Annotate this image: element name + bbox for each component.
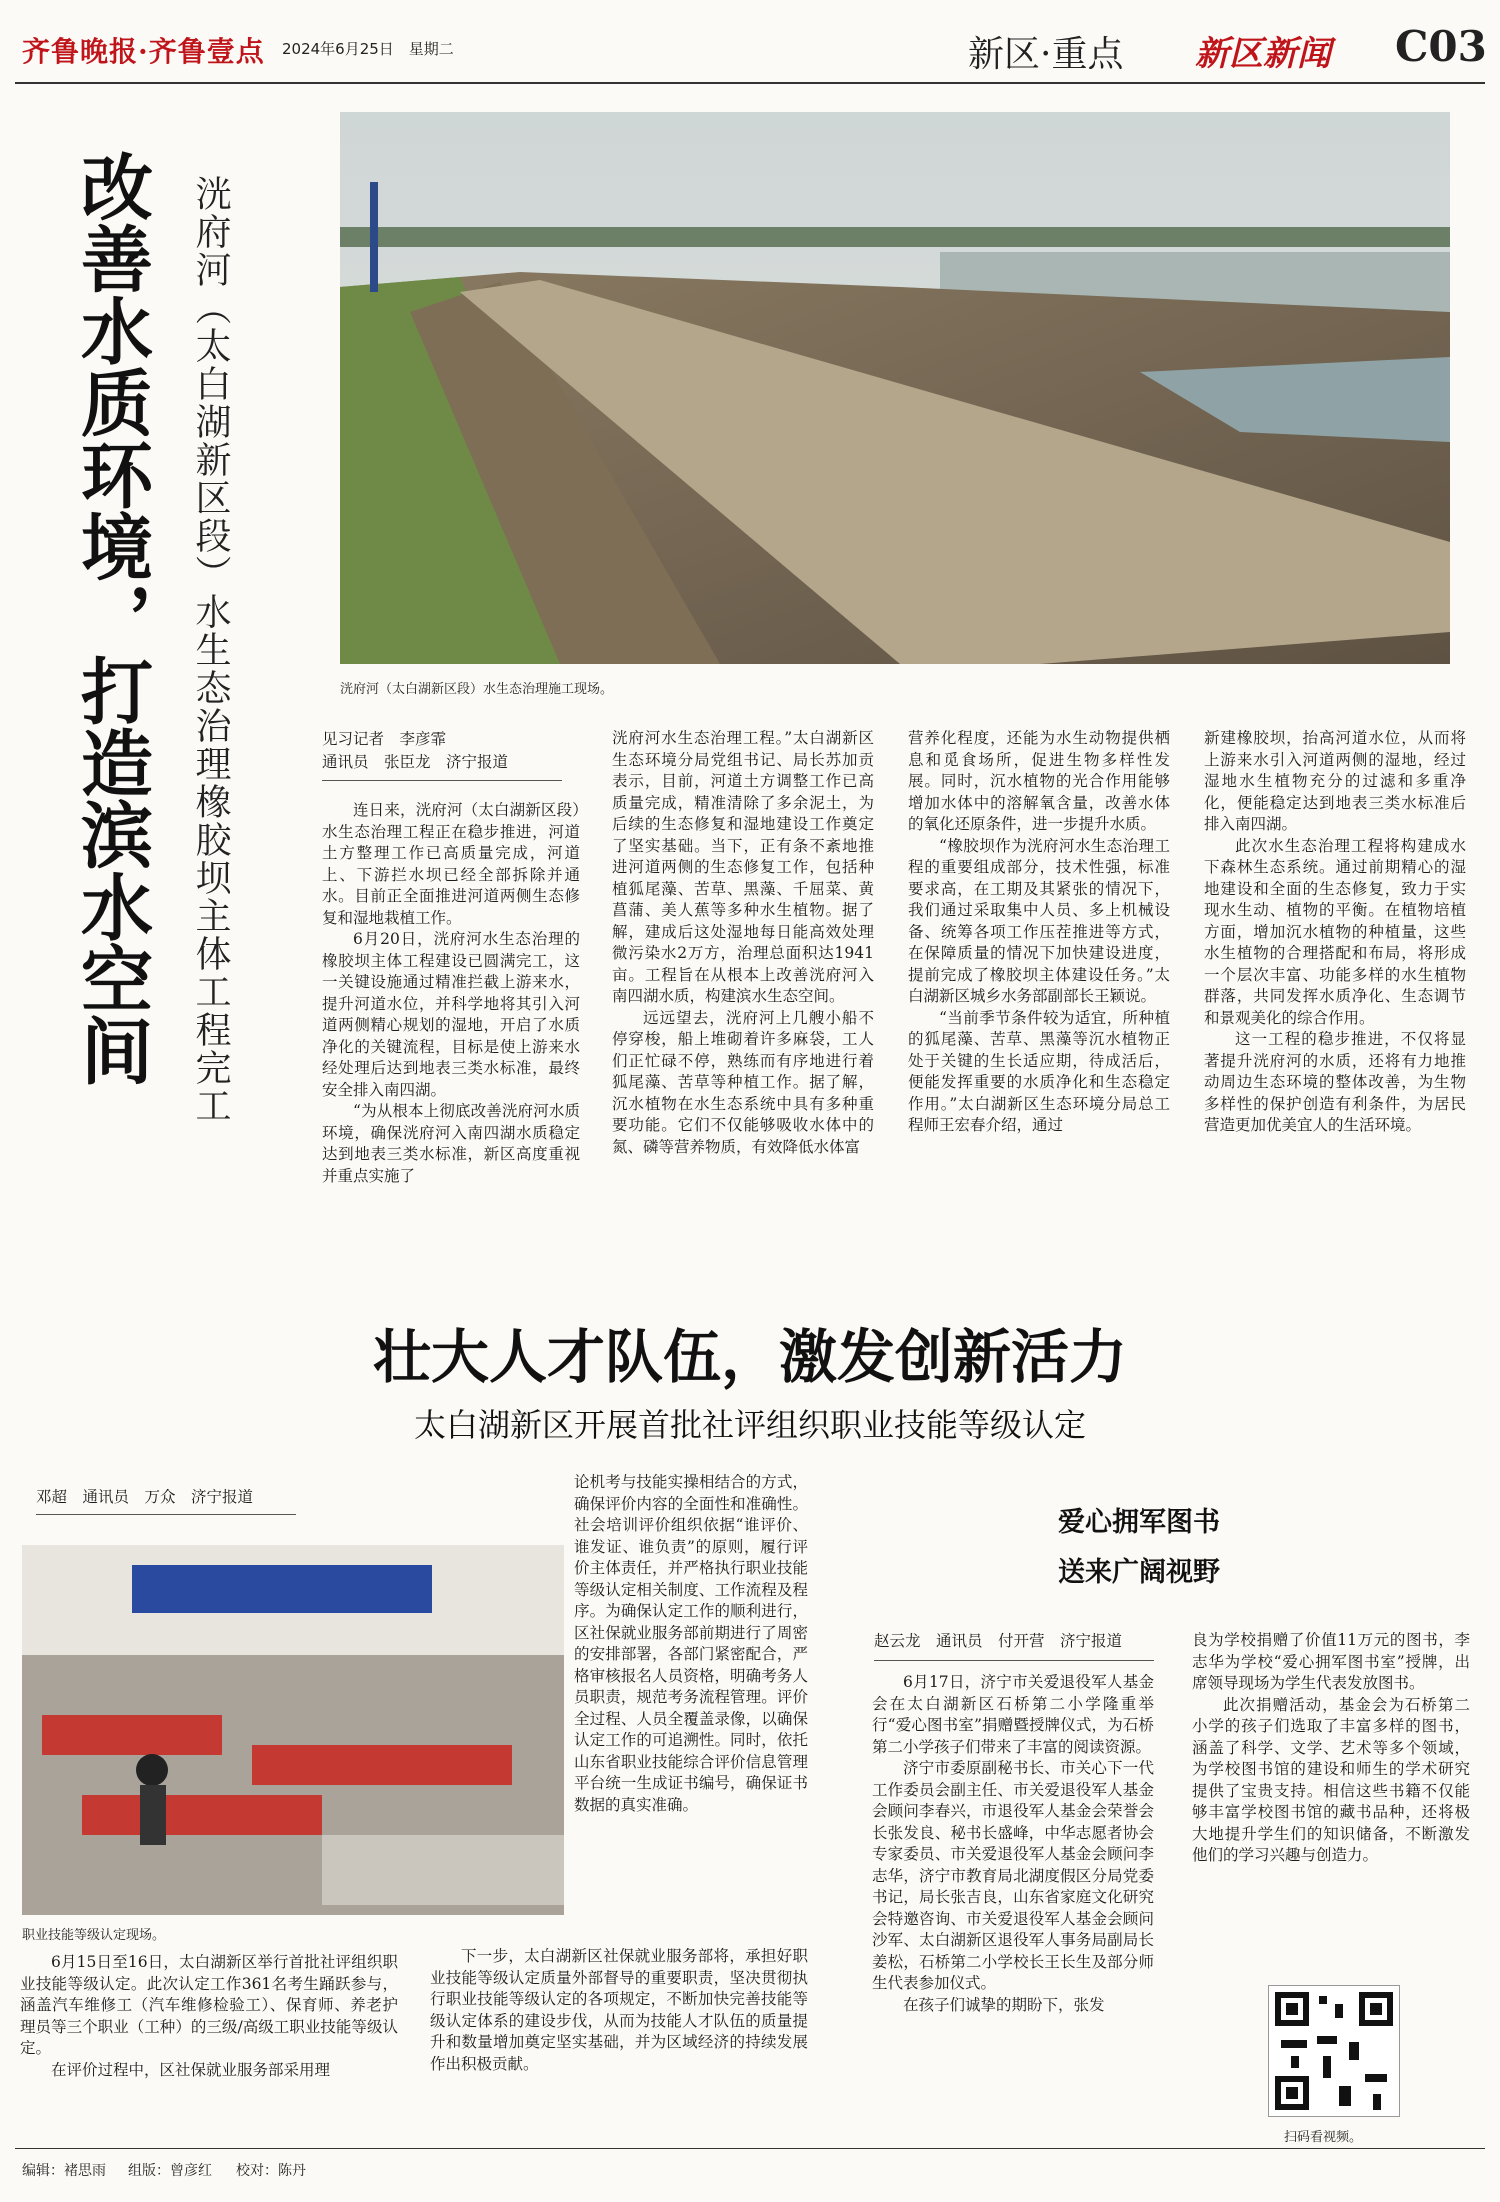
story3-title-line2: 送来广阔视野 [1058,1557,1220,1588]
paragraph: 6月20日，洸府河水生态治理的橡胶坝主体工程建设已圆满完工，这一关键设施通过精准拦截上游来水，提升河道水位，并科学地将其引入河道两侧精心规划的湿地，开启了水质净化的关键流程，目标是使上游来水经处理后达到地表三类水标准，最终安全排入南四湖。 [322,930,580,1099]
paragraph: 此次水生态治理工程将构建成水下森林生态系统。通过前期精心的湿地建设和全面的生态修复，致力于实现水生动、植物的平衡。在植物培植方面，增加沉水植物的种植量，这些水生植物的合理搭配和布局，将形成一个层次丰富、功能多样的水生植物群落，共同发挥水质净化、生态调节和景观美化的综合作用。 [1204,836,1466,1027]
footer-layout: 组版：曾彦红 [128,2163,212,2179]
paragraph: 远远望去，洸府河上几艘小船不停穿梭，船上堆砌着许多麻袋，工人们正忙碌不停，熟练而有序地进行着狐尾藻、苦草等种植工作。据了解，沉水植物在水生态系统中具有多种重要功能。它们不仅能够吸收水体中的氮、磷等营养物质，有效降低水体富 [612,1008,874,1156]
footer-proof: 校对：陈丹 [236,2163,306,2179]
story1-column-4 [1204,728,1466,1258]
paragraph: 连日来，洸府河（太白湖新区段）水生态治理工程正在稳步推进，河道土方整理工作已高质量完成，河道上、下游拦水坝已经全部拆除并通水。目前正全面推进河道两侧生态修复和湿地栽植工作。 [322,801,580,927]
masthead: 齐鲁晚报·齐鲁壹点 [22,35,265,68]
story2-column-1 [20,1952,398,2122]
story2-byline-rule [36,1514,296,1515]
story2-subtitle: 太白湖新区开展首批社评组织职业技能等级认定 [413,1406,1086,1444]
story2-byline: 邓超 通讯员 万众 济宁报道 [36,1488,254,1506]
story1-byline [322,728,562,774]
story2-photo [22,1545,564,1915]
story1-photo [340,112,1450,664]
paragraph: 下一步，太白湖新区社保就业服务部将，承担好职业技能等级认定质量外部督导的重要职责，坚决贯彻执行职业技能等级认定的各项规定，不断加快完善技能等级认定体系的建设步伐，从而为技能人才队伍的质量提升和数量增加奠定坚实基础，并为区域经济的持续发展作出积极贡献。 [430,1947,808,2073]
paragraph: 营养化程度，还能为水生动物提供栖息和觅食场所，促进生物多样性发展。同时，沉水植物的光合作用能够增加水体中的溶解氧含量，改善水体的氧化还原条件，进一步提升水质。 [908,729,1170,833]
story1-byline-rule [322,780,562,781]
section-name: 新区·重点 [968,34,1124,75]
story1-title: 改善水质环境，打造滨水空间 [69,150,154,1086]
story1-column-2 [612,728,874,1258]
video-qr-code[interactable] [1268,1985,1400,2117]
paragraph: “橡胶坝作为洸府河水生态治理工程的重要组成部分，技术性强，标准要求高，在工期及其紧张的情况下，我们通过采取集中人员、多上机械设备、统筹各项工作压茬推进等方式，在保障质量的情况下加快建设进度，提前完成了橡胶坝主体建设任务。”太白湖新区城乡水务部副部长王颖说。 [908,836,1170,1005]
paragraph: 新建橡胶坝，抬高河道水位，从而将上游来水引入河道两侧的湿地，经过湿地水生植物充分的过滤和多重净化，便能稳定达到地表三类水标准后排入南四湖。 [1204,729,1466,833]
header-rule [15,82,1485,84]
paragraph: 良为学校捐赠了价值11万元的图书，李志华为学校“爱心拥军图书室”授牌，出席领导现场为学生代表发放图书。 [1192,1631,1470,1692]
paragraph: 在孩子们诚挚的期盼下，张发 [903,1995,1105,2014]
qr-caption: 扫码看视频。 [1284,2130,1363,2145]
section-brand: 新区新闻 [1195,34,1331,74]
paragraph: “当前季节条件较为适宜，所种植的狐尾藻、苦草、黑藻等沉水植物正处于关键的生长适应期，待成活后，便能发挥重要的水质净化和生态稳定作用。”太白湖新区生态环境分局总工程师王宏春介绍，通过 [908,1008,1170,1134]
story1-column-1 [322,800,580,1260]
story3-column-1 [872,1672,1154,2122]
story2-column-2a [574,1472,808,1932]
paragraph: 在评价过程中，区社保就业服务部采用理 [51,2060,331,2079]
story1-byline-correspondent: 通讯员 张臣龙 济宁报道 [322,753,509,771]
issue-date: 2024年6月25日 星期二 [282,40,454,58]
story1-photo-caption: 洸府河（太白湖新区段）水生态治理施工现场。 [340,682,614,697]
paragraph: 6月17日，济宁市关爱退役军人基金会在太白湖新区石桥第二小学隆重举行“爱心图书室”捐赠暨授牌仪式，为石桥第二小学孩子们带来了丰富的阅读资源。 [872,1673,1154,1756]
paragraph: 洸府河水生态治理工程。”太白湖新区生态环境分局党组书记、局长苏加贡表示，目前，河道土方调整工作已高质量完成，精准清除了多余泥土，为后续的生态修复和湿地建设工作奠定了坚实基础。当下，正有条不紊地推进河道两侧的生态修复工作，包括种植狐尾藻、苦草、黑藻、千屈菜、黄菖蒲、美人蕉等多种水生植物。据了解，建成后这处湿地每日能高效处理微污染水2万方，治理总面积达1941亩。工程旨在从根本上改善洸府河入南四湖水质，构建滨水生态空间。 [612,729,874,1005]
story2-column-2b [430,1946,808,2116]
page-number: C03 [1395,22,1487,71]
paragraph: “为从根本上彻底改善洸府河水质环境，确保洸府河入南四湖水质稳定达到地表三类水标准，新区高度重视并重点实施了 [322,1102,580,1185]
story3-byline: 赵云龙 通讯员 付开营 济宁报道 [874,1632,1123,1650]
paragraph: 6月15日至16日，太白湖新区举行首批社评组织职业技能等级认定。此次认定工作361名考生踊跃参与，涵盖汽车维修工（汽车维修检验工）、保育师、养老护理员等三个职业（工种）的三级/高级工职业技能等级认定。 [20,1953,398,2057]
paragraph: 论机考与技能实操相结合的方式，确保评价内容的全面性和准确性。社会培训评价组织依据“谁评价、谁发证、谁负责”的原则，履行评价主体责任，并严格执行职业技能等级认定相关制度、工作流程及程序。为确保认定工作的顺利进行，区社保就业服务部前期进行了周密的安排部署，各部门紧密配合，严格审核报名人员资格，明确考务人员职责，规范考务流程管理。评价全过程、人员全覆盖录像，以确保认定工作的可追溯性。同时，依托山东省职业技能综合评价信息管理平台统一生成证书编号，确保证书数据的真实准确。 [574,1473,808,1814]
story3-title-line1: 爱心拥军图书 [1058,1507,1220,1538]
story3-column-2 [1192,1630,1470,1960]
story1-column-3 [908,728,1170,1258]
story3-byline-rule [874,1660,1154,1661]
paragraph: 济宁市委原副秘书长、市关心下一代工作委员会副主任、市关爱退役军人基金会顾问李春兴，市退役军人基金会荣誉会长张发良、秘书长盛峰，中华志愿者协会专家委员、市关爱退役军人基金会顾问李志华，济宁市教育局北湖度假区分局党委书记，局长张吉良，山东省家庭文化研究会特邀咨询、市关爱退役军人基金会顾问沙军、太白湖新区退役军人事务局副局长姜松，石桥第二小学校长王长生及部分师生代表参加仪式。 [872,1759,1154,1992]
footer-rule [15,2148,1485,2149]
story1-byline-reporter: 见习记者 李彦霏 [322,730,447,748]
story1-subtitle: 洸府河（太白湖新区段）水生态治理橡胶坝主体工程完工 [190,175,231,1125]
story2-title: 壮大人才队伍，激发创新活力 [372,1323,1127,1391]
paragraph: 这一工程的稳步推进，不仅将显著提升洸府河的水质，还将有力地推动周边生态环境的整体改善，为生物多样性的保护创造有利条件，为居民营造更加优美宜人的生活环境。 [1204,1030,1466,1134]
story2-photo-caption: 职业技能等级认定现场。 [22,1928,166,1943]
footer-editor: 编辑：褚思雨 [22,2163,106,2179]
paragraph: 此次捐赠活动，基金会为石桥第二小学的孩子们选取了丰富多样的图书，涵盖了科学、文学、艺术等多个领域，为学校图书馆的建设和师生的学术研究提供了宝贵支持。相信这些书籍不仅能够丰富学校图书馆的藏书品种，还将极大地提升学生们的知识储备，不断激发他们的学习兴趣与创造力。 [1192,1695,1470,1864]
